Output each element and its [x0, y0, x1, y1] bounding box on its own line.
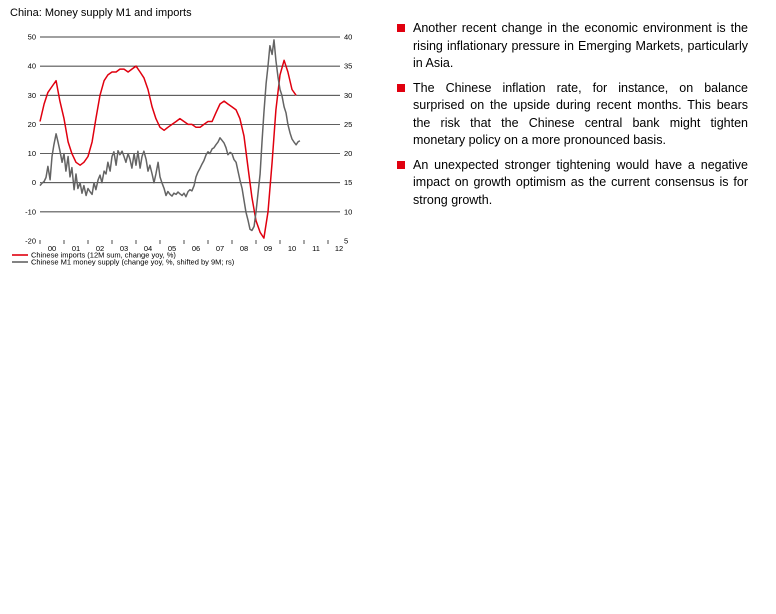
bullet-square-icon [397, 84, 405, 92]
left-axis-tick-labels [25, 33, 36, 246]
left-axis-tick-label: -10 [25, 207, 36, 217]
left-axis-tick-label: -20 [25, 236, 36, 246]
left-axis-tick-label: 10 [27, 149, 36, 159]
left-axis-tick-label: 20 [27, 119, 36, 129]
x-axis-tick-label: 04 [143, 244, 153, 253]
legend-label: Chinese imports (12M sum, change yoy, %) [31, 250, 176, 260]
bullet-square-icon [397, 161, 405, 169]
chart-legend [12, 251, 235, 267]
bullet-square-icon [397, 24, 405, 32]
right-axis-tick-label: 10 [344, 207, 353, 217]
left-axis-tick-label: 0 [31, 178, 36, 188]
x-axis-tick-label: 00 [47, 244, 57, 253]
x-axis-tick-label: 12 [334, 244, 344, 253]
x-axis-tick-label: 09 [263, 244, 273, 253]
x-axis-tick-label: 06 [191, 244, 201, 253]
chart-title: China: Money supply M1 and imports [10, 7, 192, 19]
commentary-item [396, 80, 748, 150]
x-axis-tick-label: 07 [215, 244, 225, 253]
right-axis-tick-labels [344, 33, 352, 246]
commentary-item [396, 20, 748, 73]
left-axis-tick-label: 50 [27, 32, 36, 42]
x-axis-tick-label: 01 [71, 244, 81, 253]
commentary-text: An unexpected stronger tightening would have a negative impact on growth optimism as the current consensus is for strong growth. [413, 157, 748, 207]
x-axis-tick-label: 10 [287, 244, 297, 253]
x-axis-tick-label: 11 [312, 244, 320, 253]
x-axis-tick-label: 03 [119, 244, 129, 253]
legend-label: Chinese M1 money supply (change yoy, %, shifted by 9M; rs) [31, 257, 235, 267]
x-axis-tick-label: 05 [167, 244, 177, 253]
chart-series [40, 40, 300, 238]
right-axis-tick-label: 30 [344, 90, 353, 100]
imports-line [40, 60, 296, 238]
right-axis-tick-label: 15 [344, 178, 353, 188]
right-axis-tick-label: 5 [344, 236, 349, 246]
commentary-text: Another recent change in the economic environment is the rising inflationary pressure in Emerging Markets, particularly in Asia. [413, 21, 748, 70]
m1-money-supply-line [40, 40, 300, 231]
commentary-list [396, 20, 748, 216]
chart [0, 0, 380, 280]
right-axis-tick-label: 35 [344, 61, 353, 71]
right-axis-tick-label: 25 [344, 119, 353, 129]
right-axis-tick-label: 20 [344, 149, 353, 159]
x-axis-tick-label: 02 [95, 244, 105, 253]
x-axis-tick-label: 08 [239, 244, 249, 253]
right-axis-tick-label: 40 [344, 32, 353, 42]
commentary-item [396, 157, 748, 210]
left-axis-tick-label: 40 [27, 61, 36, 71]
left-axis-tick-label: 30 [27, 90, 36, 100]
commentary-text: The Chinese inflation rate, for instance, on balance surprised on the upside during recent months. This bears the risk that the Chinese central bank might tighten monetary policy on a more pronounced basis. [413, 80, 748, 147]
